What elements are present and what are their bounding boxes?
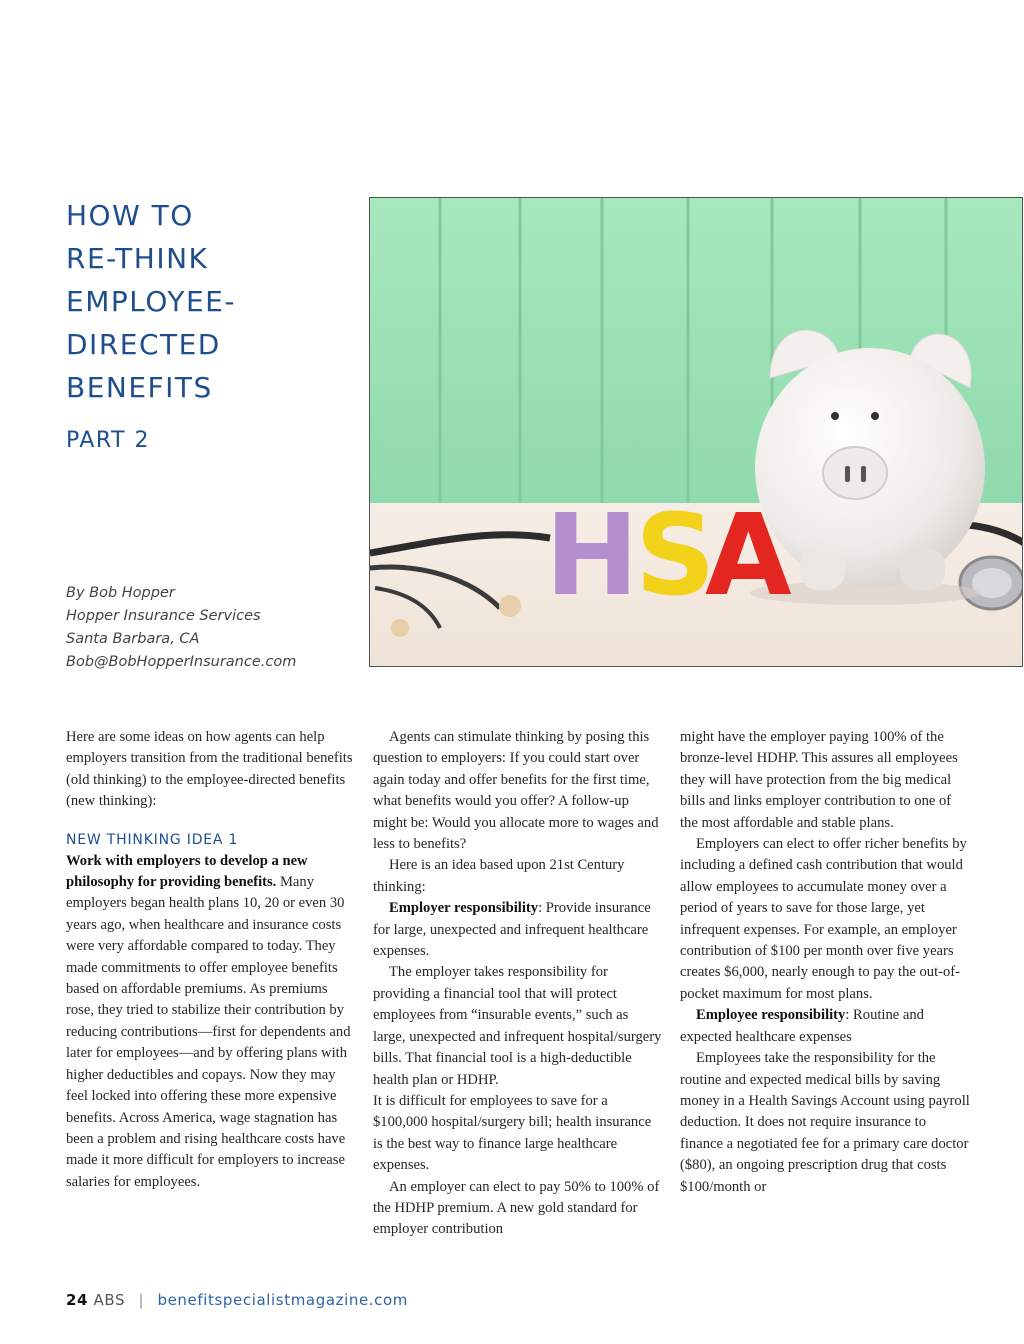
page-number: 24 <box>66 1291 89 1309</box>
employer-responsibility-label: Employer responsibility <box>389 900 539 917</box>
paragraph: Here is an idea based upon 21st Century thinking: <box>373 857 625 895</box>
subheading: NEW THINKING IDEA 1 <box>66 831 239 848</box>
hsa-piggy-bank-photo <box>369 197 1023 667</box>
part-label: PART 2 <box>66 428 151 453</box>
paragraph: Agents can stimulate thinking by posing this question to employers: If you could start over again today and offer benefits for the first time, what benefits would you offer? A follow-up might be: Would you allocate more to wages and less to benefits? <box>373 729 659 853</box>
author: By Bob Hopper <box>66 585 175 601</box>
intro-paragraph: Here are some ideas on how agents can help employers transition from the traditional benefits (old thinking) to the employee-directed benefits (new thinking): <box>66 729 353 810</box>
page-footer <box>66 1291 408 1309</box>
employee-responsibility-paragraph <box>680 1005 972 1048</box>
title-line: DIRECTED <box>66 328 221 361</box>
paragraph: might have the employer paying 100% of the bronze-level HDHP. This assures all employees they will have protection from the big medical bills and links employer contribution to one of the most affordable and stable plans. <box>680 729 958 831</box>
paragraph: An employer can elect to pay 50% to 100% of the HDHP premium. A new gold standard for employer contribution <box>373 1178 660 1238</box>
location: Santa Barbara, CA <box>66 631 200 647</box>
paragraph: Employers can elect to offer richer benefits by including a defined cash contribution that would allow employees to accumulate money over a period of years to save for those large, yet infrequent expenses. For example, an employer contribution of $100 per month over five years creates $6,000, nearly enough to pay the out-of-pocket maximum for most plans. <box>680 836 967 1002</box>
article-column-3 <box>680 727 972 1198</box>
paragraph: It is difficult for employees to save for a $100,000 hospital/surgery bill; health insurance is the best way to finance large healthcare expenses. <box>373 1092 652 1174</box>
article-title <box>66 194 356 409</box>
title-line: RE-THINK <box>66 242 209 275</box>
letter-s: S <box>635 491 716 621</box>
idea-lead: Work with employers to develop a new philosophy for providing benefits. <box>66 852 308 891</box>
article-column-1 <box>66 727 354 1193</box>
letter-h: H <box>545 491 639 621</box>
employer-responsibility-text: : Provide insurance for large, unexpected and infrequent healthcare expenses. <box>373 900 651 960</box>
letter-a: A <box>705 491 792 621</box>
article-column-2 <box>373 727 663 1241</box>
employee-responsibility-label: Employee responsibility <box>696 1007 846 1024</box>
title-line: EMPLOYEE- <box>66 285 236 318</box>
company: Hopper Insurance Services <box>66 608 261 624</box>
hsa-letters <box>545 491 792 621</box>
magazine-url[interactable]: benefitspecialistmagazine.com <box>157 1291 408 1309</box>
employee-responsibility-text: : Routine and expected healthcare expenses <box>680 1007 924 1045</box>
idea-paragraph <box>66 851 354 1194</box>
section-name: ABS <box>93 1291 126 1309</box>
employer-responsibility-paragraph <box>373 898 663 962</box>
paragraph: Employees take the responsibility for the routine and expected medical bills by saving money in a Health Savings Account using payroll deduction. It does not require insurance to finance a negotiated fee for a primary care doctor ($80), an ongoing prescription drug that costs $100/month or <box>680 1050 970 1195</box>
byline <box>66 582 296 674</box>
author-email: Bob@BobHopperInsurance.com <box>66 654 297 670</box>
footer-separator: | <box>138 1291 145 1309</box>
paragraph: The employer takes responsibility for providing a financial tool that will protect employees from “insurable events,” such as large, unexpected and infrequent hospital/surgery bills. That financial tool is a high-deductible health plan or HDHP. <box>373 964 662 1088</box>
title-line: HOW TO <box>66 199 194 232</box>
idea-body: Many employers began health plans 10, 20 or even 30 years ago, when healthcare and insurance costs were very affordable compared to today. They made commitments to offer employee benefits based on affordable premiums. As premiums rose, they tried to stabilize their contribution by reducing contributions—first for dependents and later for employees—and by offering plans with higher deductibles and copays. Now they may feel locked into offering these more expensive benefits. Across America, wage stagnation has been a problem and rising healthcare costs have made it more difficult for employers to increase salaries for employees. <box>66 874 351 1190</box>
title-line: BENEFITS <box>66 371 213 404</box>
